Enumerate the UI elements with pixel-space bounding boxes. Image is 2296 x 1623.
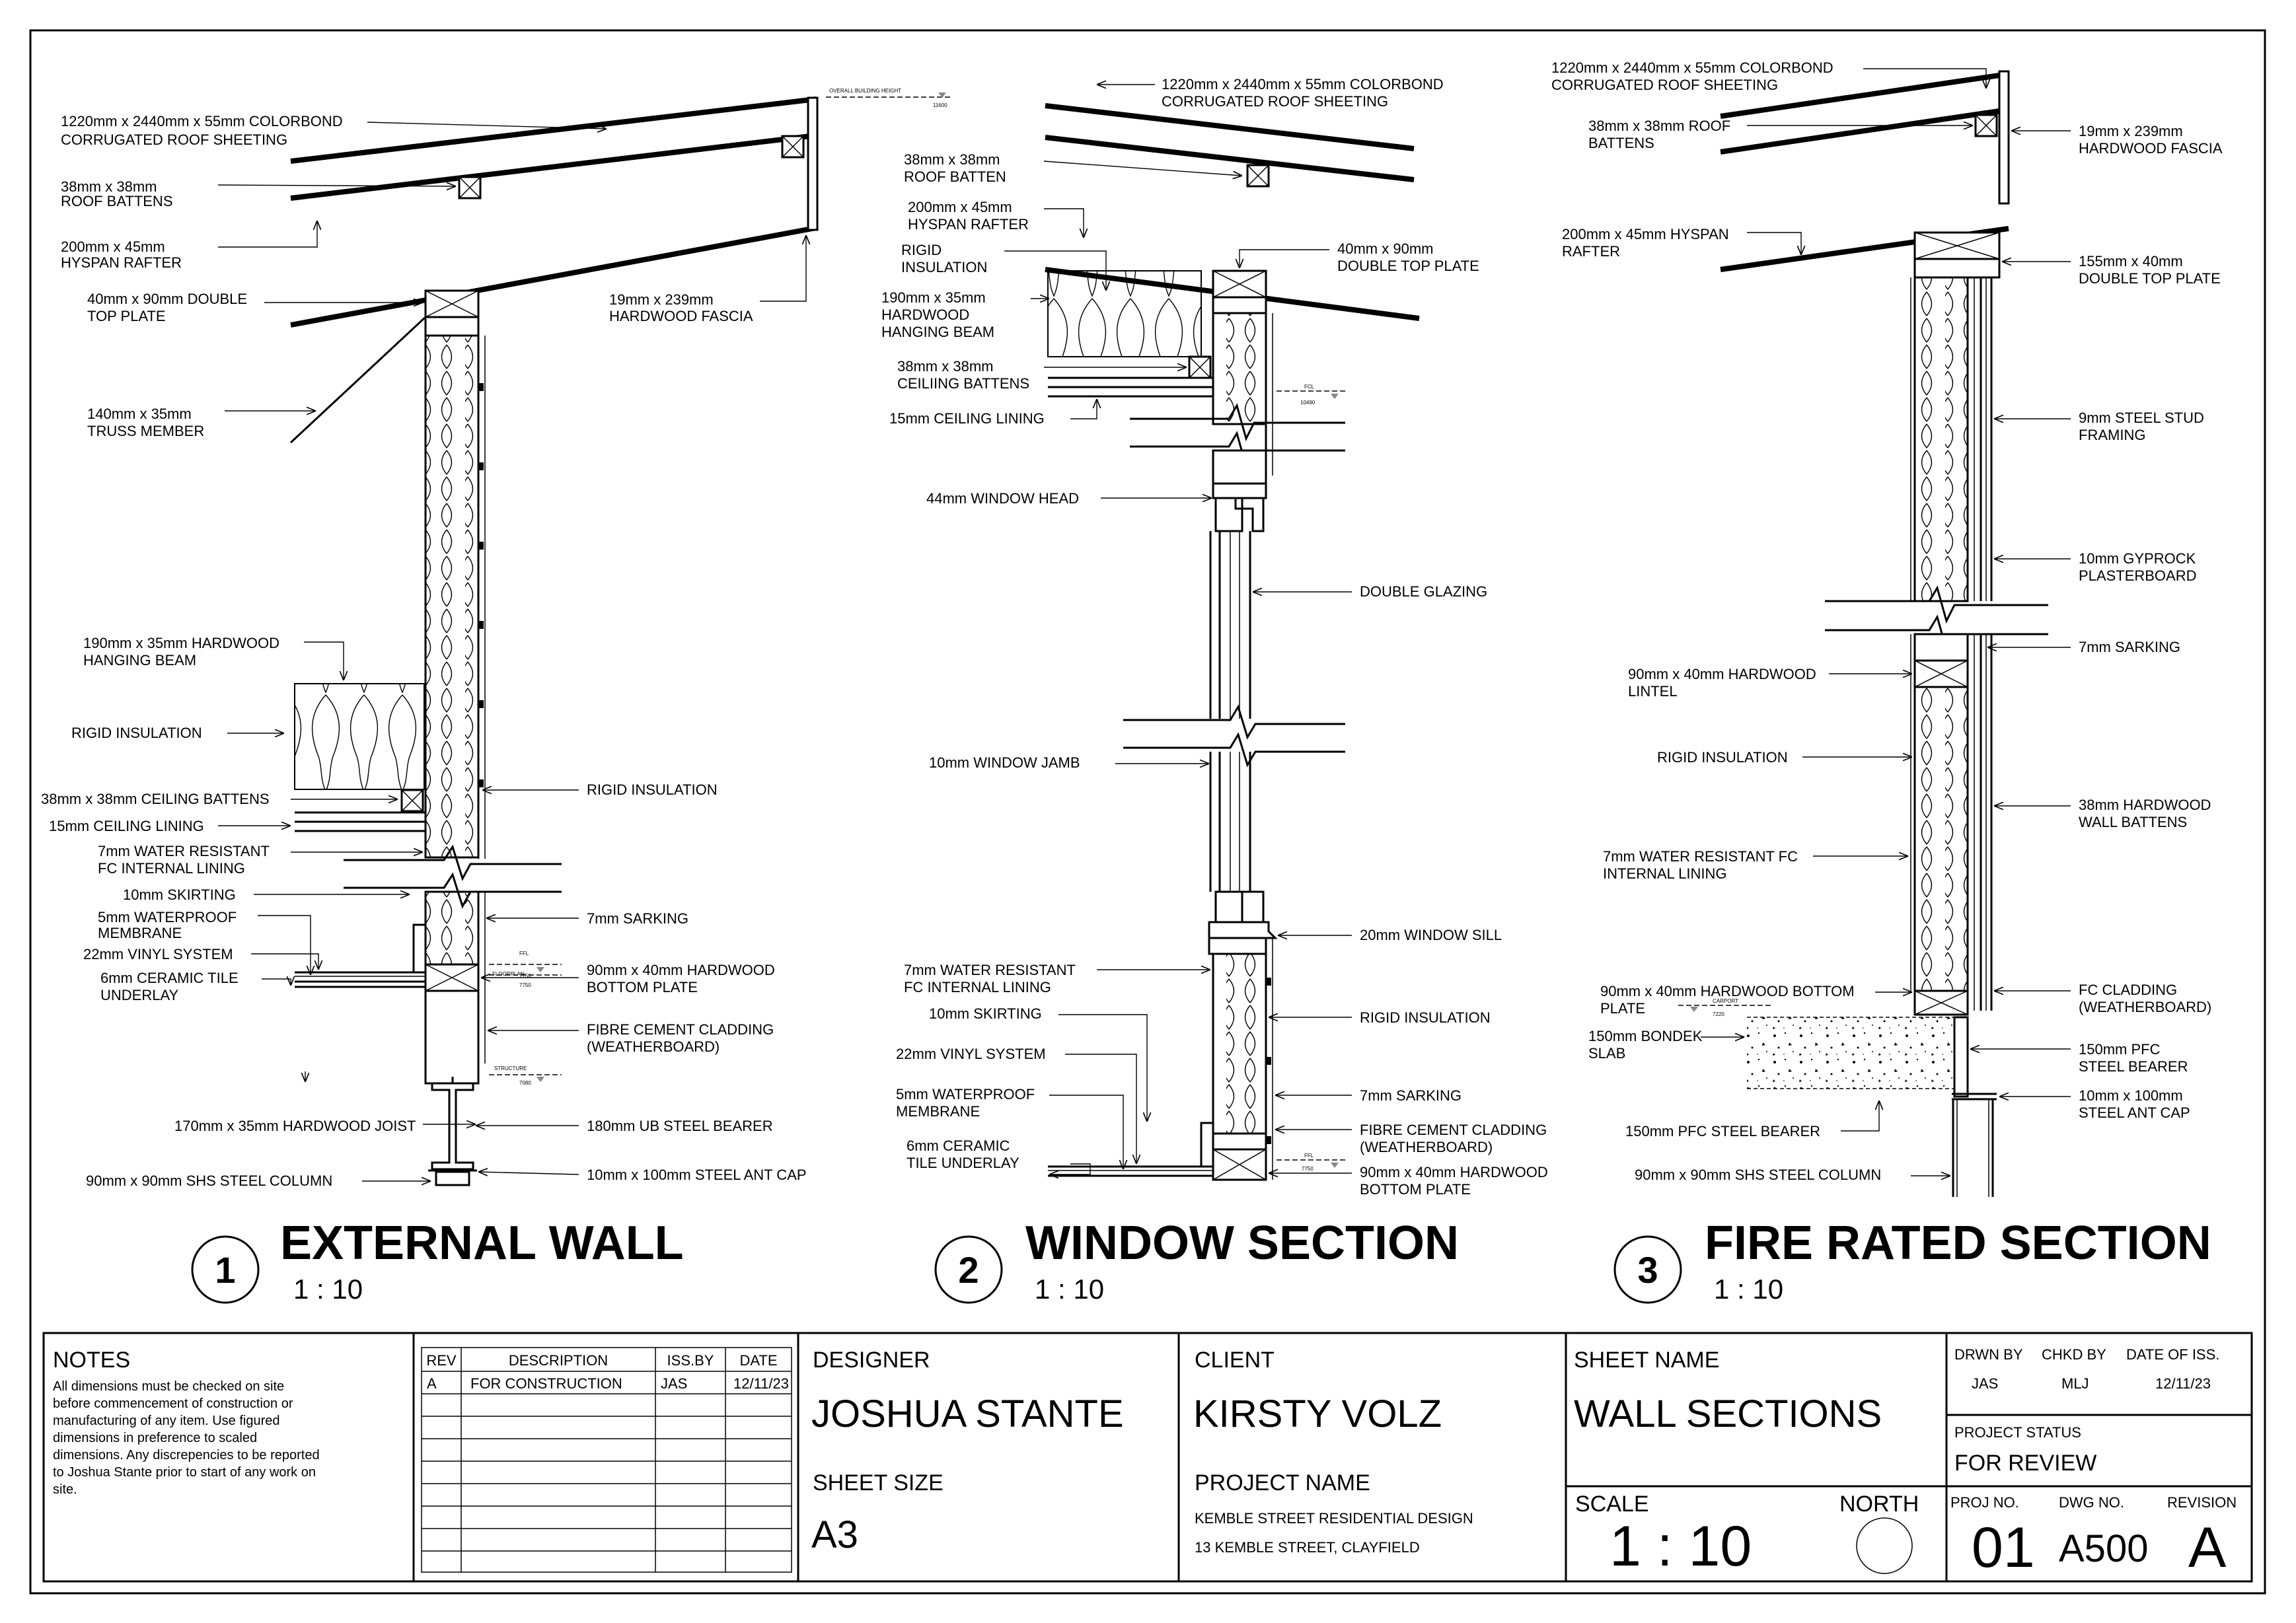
label-pfc-bearer-3-right-b: STEEL BEARER [2079, 1058, 2188, 1075]
label-column-3: 90mm x 90mm SHS STEEL COLUMN [1635, 1167, 1882, 1183]
label-pfc-bearer-3-right-a: 150mm PFC [2079, 1041, 2161, 1058]
section-1-number: 1 [215, 1249, 236, 1291]
label-top-plate-1b: TOP PLATE [87, 308, 166, 324]
north-label: NORTH [1839, 1492, 1919, 1517]
designer-label: DESIGNER [813, 1348, 930, 1373]
label-cladding-2b: (WEATHERBOARD) [1360, 1139, 1493, 1155]
label-roof-sheeting-1a: 1220mm x 2440mm x 55mm COLORBOND [61, 113, 343, 129]
label-fc-lining-3b: INTERNAL LINING [1603, 865, 1727, 882]
notes-line-1: All dimensions must be checked on site [53, 1379, 285, 1394]
label-roof-battens-1a: 38mm x 38mm [61, 178, 157, 195]
label-skirting-2: 10mm SKIRTING [929, 1005, 1042, 1022]
notes-line-2: before commencement of construction or [53, 1396, 293, 1411]
label-cladding-2a: FIBRE CEMENT CLADDING [1360, 1122, 1547, 1138]
label-fascia-3b: HARDWOOD FASCIA [2079, 140, 2223, 157]
label-truss-1b: TRUSS MEMBER [87, 423, 205, 439]
notes-heading: NOTES [53, 1348, 131, 1373]
label-fc-lining-2b: FC INTERNAL LINING [904, 979, 1051, 995]
project-status-label: PROJECT STATUS [1954, 1424, 2081, 1441]
label-lintel-3b: LINTEL [1628, 683, 1678, 700]
level-overall-label: OVERALL BUILDING HEIGHT [829, 88, 902, 94]
label-hanging-beam-2c: HANGING BEAM [881, 324, 995, 340]
label-ant-cap-3b: STEEL ANT CAP [2079, 1104, 2190, 1121]
level-tags-section-3 [1678, 998, 1771, 1017]
checked-by-label: CHKD BY [2042, 1346, 2106, 1363]
section-2-window [881, 76, 1548, 1305]
label-wall-battens-3a: 38mm HARDWOOD [2079, 797, 2211, 813]
dwg-no-value: A500 [2059, 1527, 2149, 1570]
label-roof-sheeting-3a: 1220mm x 2440mm x 55mm COLORBOND [1551, 59, 1833, 76]
label-bottom-plate-2a: 90mm x 40mm HARDWOOD [1360, 1164, 1548, 1180]
drawn-by-value: JAS [1972, 1375, 1999, 1392]
date-label: DATE OF ISS. [2126, 1346, 2220, 1363]
level-fcl-label: FCL [1304, 384, 1315, 390]
label-roof-batten-2a: 38mm x 38mm [904, 151, 1000, 168]
label-rafter-2b: HYSPAN RAFTER [908, 216, 1029, 233]
label-top-plate-3b: DOUBLE TOP PLATE [2079, 270, 2221, 287]
scale-value: 1 : 10 [1610, 1515, 1752, 1578]
notes-line-6: to Joshua Stante prior to start of any work on [53, 1465, 316, 1480]
label-roof-battens-3a: 38mm x 38mm ROOF [1588, 118, 1731, 134]
client-name: KIRSTY VOLZ [1193, 1392, 1442, 1435]
label-rafter-1b: HYSPAN RAFTER [61, 254, 182, 271]
label-column-1: 90mm x 90mm SHS STEEL COLUMN [86, 1172, 333, 1189]
project-name-value: KEMBLE STREET RESIDENTIAL DESIGN [1195, 1510, 1473, 1527]
sheet-name-value: WALL SECTIONS [1574, 1392, 1882, 1435]
project-address: 13 KEMBLE STREET, CLAYFIELD [1195, 1539, 1420, 1556]
label-roof-battens-3b: BATTENS [1588, 135, 1654, 151]
label-fascia-3a: 19mm x 239mm [2079, 123, 2183, 139]
label-tile-underlay-2b: TILE UNDERLAY [907, 1155, 1019, 1171]
label-gyprock-3a: 10mm GYPROCK [2079, 550, 2196, 567]
label-roof-sheeting-1b: CORRUGATED ROOF SHEETING [61, 131, 288, 148]
label-hanging-beam-1b: HANGING BEAM [83, 652, 197, 668]
label-rigid-insulation-2: RIGID INSULATION [1360, 1009, 1491, 1026]
label-top-plate-1a: 40mm x 90mm DOUBLE [87, 291, 248, 307]
level-ffl-2-value: 7750 [1302, 1166, 1314, 1172]
label-rigid-insulation-2a: RIGID [901, 242, 942, 258]
label-truss-1a: 140mm x 35mm [87, 406, 192, 422]
sheet-name-panel [1566, 1348, 1946, 1578]
revision-label: REVISION [2167, 1494, 2237, 1511]
level-carport-label: CARPORT [1713, 998, 1738, 1004]
rev-row-1-date: 12/11/23 [733, 1375, 790, 1392]
label-rafter-3b: RAFTER [1562, 243, 1620, 260]
rev-header-rev: REV [426, 1352, 457, 1369]
label-lintel-3a: 90mm x 40mm HARDWOOD [1628, 666, 1816, 682]
level-structure-label: STRUCTURE [494, 1065, 527, 1071]
rev-row-1-issby: JAS [661, 1375, 688, 1392]
rev-row-1-description: FOR CONSTRUCTION [470, 1375, 622, 1392]
notes-line-7: site. [53, 1482, 77, 1497]
label-cladding-1a: FIBRE CEMENT CLADDING [587, 1021, 774, 1038]
level-ffl-value: 7750 [519, 973, 531, 979]
label-ceiling-battens-2a: 38mm x 38mm [897, 358, 994, 375]
rev-header-description: DESCRIPTION [508, 1352, 609, 1369]
level-ffl-label: FFL [519, 951, 529, 956]
north-symbol [1857, 1518, 1912, 1573]
level-floorplan-label: FLOORPLAN [492, 971, 525, 977]
label-rigid-insulation-2b: INSULATION [901, 259, 988, 275]
label-fascia-1a: 19mm x 239mm [609, 291, 714, 308]
label-slab-3a: 150mm BONDEK [1588, 1028, 1703, 1044]
label-bottom-plate-1a: 90mm x 40mm HARDWOOD [587, 962, 775, 978]
label-hanging-beam-2a: 190mm x 35mm [881, 289, 986, 306]
section-3-number: 3 [1637, 1249, 1658, 1291]
level-tags-section-2 [1277, 384, 1348, 1172]
label-window-head-2: 44mm WINDOW HEAD [926, 490, 1079, 507]
label-top-plate-2a: 40mm x 90mm [1337, 240, 1434, 257]
label-vinyl-1: 22mm VINYL SYSTEM [83, 946, 233, 962]
level-structure-value: 7080 [519, 1080, 531, 1086]
project-name-label: PROJECT NAME [1195, 1470, 1370, 1496]
label-window-sill-2: 20mm WINDOW SILL [1360, 927, 1502, 943]
label-bottom-plate-2b: BOTTOM PLATE [1360, 1181, 1471, 1198]
label-rigid-insulation-1-left: RIGID INSULATION [71, 725, 202, 741]
label-hanging-beam-1a: 190mm x 35mm HARDWOOD [83, 635, 280, 651]
label-sarking-1: 7mm SARKING [587, 910, 689, 927]
checked-by-value: MLJ [2061, 1375, 2089, 1392]
level-carport-value: 7220 [1713, 1011, 1724, 1017]
label-steel-stud-3b: FRAMING [2079, 427, 2146, 443]
label-fc-lining-3a: 7mm WATER RESISTANT FC [1603, 848, 1798, 865]
label-vinyl-2: 22mm VINYL SYSTEM [896, 1046, 1046, 1062]
label-membrane-2a: 5mm WATERPROOF [896, 1086, 1035, 1102]
drawing-info-panel [1946, 1346, 2252, 1579]
project-status-value: FOR REVIEW [1954, 1451, 2097, 1476]
sheet-name-label: SHEET NAME [1574, 1348, 1720, 1373]
label-bottom-plate-3a: 90mm x 40mm HARDWOOD BOTTOM [1600, 983, 1855, 999]
notes-line-3: manufacturing of any item. Use figured [53, 1414, 280, 1428]
level-floorplan-value: 7750 [519, 982, 531, 988]
drawn-by-label: DRWN BY [1954, 1346, 2023, 1363]
label-tile-underlay-1b: UNDERLAY [100, 987, 179, 1003]
label-fascia-1b: HARDWOOD FASCIA [609, 308, 753, 324]
label-pfc-bearer-3: 150mm PFC STEEL BEARER [1625, 1123, 1821, 1139]
scale-label: SCALE [1575, 1492, 1649, 1517]
label-roof-sheeting-2a: 1220mm x 2440mm x 55mm COLORBOND [1162, 76, 1444, 92]
proj-no-label: PROJ NO. [1950, 1494, 2019, 1511]
level-tags-section-1 [489, 88, 951, 1086]
section-1-scale: 1 : 10 [293, 1274, 363, 1305]
section-3-scale: 1 : 10 [1714, 1274, 1784, 1305]
label-roof-battens-1b: ROOF BATTENS [61, 193, 173, 209]
label-bottom-plate-3b: PLATE [1600, 1000, 1646, 1017]
label-top-plate-2b: DOUBLE TOP PLATE [1337, 258, 1479, 274]
label-joist-1: 170mm x 35mm HARDWOOD JOIST [174, 1118, 416, 1134]
label-cladding-3b: (WEATHERBOARD) [2079, 999, 2212, 1015]
proj-no-value: 01 [1972, 1516, 2035, 1579]
notes-line-4: dimensions in preference to scaled [53, 1431, 258, 1445]
level-ffl-2-label: FFL [1304, 1153, 1314, 1159]
label-double-glazing-2: DOUBLE GLAZING [1360, 583, 1488, 600]
dwg-no-label: DWG NO. [2059, 1494, 2124, 1511]
revision-value: A [2188, 1516, 2227, 1579]
section-1-title: EXTERNAL WALL [280, 1217, 684, 1270]
level-overall-value: 11600 [933, 102, 947, 108]
sheet-size-label: SHEET SIZE [813, 1470, 944, 1496]
label-membrane-1b: MEMBRANE [98, 925, 182, 941]
rev-row-1-rev: A [427, 1375, 437, 1392]
label-sarking-2: 7mm SARKING [1360, 1087, 1462, 1104]
label-fc-lining-1a: 7mm WATER RESISTANT [98, 843, 270, 859]
notes-panel [53, 1348, 320, 1497]
label-cladding-1b: (WEATHERBOARD) [587, 1038, 720, 1055]
label-roof-sheeting-2b: CORRUGATED ROOF SHEETING [1162, 93, 1389, 110]
label-tile-underlay-2a: 6mm CERAMIC [907, 1137, 1010, 1154]
label-ceiling-lining-1: 15mm CEILING LINING [49, 818, 204, 834]
label-ant-cap-3a: 10mm x 100mm [2079, 1087, 2183, 1104]
notes-line-5: dimensions. Any discrepencies to be reported [53, 1448, 320, 1462]
section-2-scale: 1 : 10 [1035, 1274, 1105, 1305]
sheet-size-value: A3 [811, 1513, 858, 1556]
label-fc-lining-1b: FC INTERNAL LINING [98, 860, 245, 877]
label-rafter-1a: 200mm x 45mm [61, 238, 165, 255]
label-bottom-plate-1b: BOTTOM PLATE [587, 979, 698, 995]
label-roof-sheeting-3b: CORRUGATED ROOF SHEETING [1551, 77, 1779, 93]
label-rafter-2a: 200mm x 45mm [908, 199, 1012, 215]
label-roof-batten-2b: ROOF BATTEN [904, 168, 1006, 185]
section-1-external-wall [41, 88, 951, 1305]
label-top-plate-3a: 155mm x 40mm [2079, 253, 2183, 270]
designer-name: JOSHUA STANTE [811, 1392, 1124, 1435]
section-2-number: 2 [958, 1249, 979, 1291]
label-ant-cap-1: 10mm x 100mm STEEL ANT CAP [587, 1167, 807, 1183]
title-block [44, 1333, 2252, 1581]
label-slab-3b: SLAB [1588, 1045, 1626, 1062]
label-steel-stud-3a: 9mm STEEL STUD [2079, 410, 2204, 426]
label-ceiling-battens-2b: CEILIING BATTENS [897, 375, 1030, 392]
rev-header-issby: ISS.BY [667, 1352, 714, 1369]
section-3-fire-rated [1551, 59, 2223, 1305]
revision-table [422, 1348, 792, 1572]
label-window-jamb-2: 10mm WINDOW JAMB [929, 754, 1080, 771]
label-membrane-1a: 5mm WATERPROOF [98, 909, 237, 925]
label-gyprock-3b: PLASTERBOARD [2079, 567, 2197, 584]
label-membrane-2b: MEMBRANE [896, 1103, 981, 1120]
date-value: 12/11/23 [2155, 1375, 2211, 1392]
label-skirting-1: 10mm SKIRTING [123, 886, 236, 903]
section-2-title: WINDOW SECTION [1025, 1217, 1459, 1270]
rev-header-date: DATE [739, 1352, 778, 1369]
level-fcl-value: 10490 [1300, 400, 1315, 406]
label-rafter-3a: 200mm x 45mm HYSPAN [1562, 226, 1729, 242]
designer-panel [811, 1348, 1124, 1556]
label-hanging-beam-2b: HARDWOOD [881, 307, 970, 323]
label-sarking-3: 7mm SARKING [2079, 639, 2181, 655]
label-ceiling-lining-2: 15mm CEILING LINING [889, 410, 1045, 427]
label-rigid-insulation-3: RIGID INSULATION [1657, 749, 1788, 766]
label-tile-underlay-1a: 6mm CERAMIC TILE [100, 970, 239, 986]
client-panel [1193, 1348, 1473, 1556]
label-ceiling-battens-1: 38mm x 38mm CEILING BATTENS [41, 791, 270, 807]
label-bearer-1: 180mm UB STEEL BEARER [587, 1118, 773, 1134]
label-fc-lining-2a: 7mm WATER RESISTANT [904, 962, 1076, 978]
label-rigid-insulation-1-right: RIGID INSULATION [587, 781, 718, 798]
section-3-title: FIRE RATED SECTION [1705, 1217, 2211, 1270]
client-label: CLIENT [1195, 1348, 1275, 1373]
label-cladding-3a: FC CLADDING [2079, 982, 2178, 998]
label-wall-battens-3b: WALL BATTENS [2079, 814, 2188, 830]
